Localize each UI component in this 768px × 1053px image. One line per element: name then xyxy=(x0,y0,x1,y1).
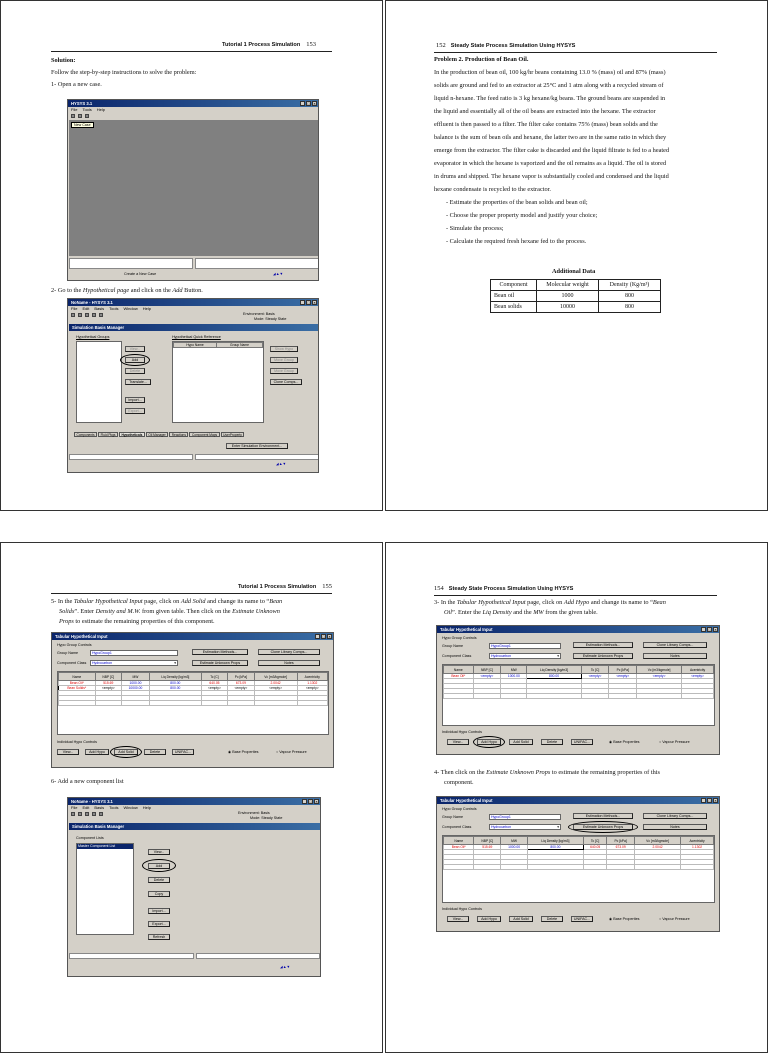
menu-basis[interactable]: Basis xyxy=(94,805,105,810)
individual-controls-label: Individual Hypo Controls xyxy=(442,907,482,911)
enter-simulation-button[interactable]: Enter Simulation Environment... xyxy=(226,443,288,449)
tab-reactions[interactable]: Reactions xyxy=(169,432,188,437)
chevron-down-icon[interactable]: ▾ xyxy=(174,661,176,665)
menu-file[interactable]: File xyxy=(71,107,78,112)
step-1-text: 1- Open a new case. xyxy=(51,81,102,88)
menu-file[interactable]: File xyxy=(71,805,78,810)
base-properties-radio[interactable]: ◉ Base Properties xyxy=(609,917,640,921)
status-pane-left xyxy=(69,454,193,460)
menu-file[interactable]: File xyxy=(71,306,78,311)
solver-arrows-icon[interactable]: ◢▲▼ xyxy=(280,965,291,969)
subwindow-titlebar: Simulation Basis Manager xyxy=(69,324,319,331)
column-icon[interactable] xyxy=(99,313,103,317)
close-icon[interactable]: × xyxy=(328,635,331,639)
table-row: Bean solids 10000 800 xyxy=(491,302,661,313)
notes-button[interactable]: Notes xyxy=(643,653,707,659)
list-item: - Simulate the process; xyxy=(446,225,504,232)
group-name-label: Group Name xyxy=(442,815,464,819)
add-solid-button[interactable]: Add Solid xyxy=(509,916,533,922)
clone-library-button[interactable]: Clone Library Comps... xyxy=(643,642,707,648)
problem-title: Problem 2. Production of Bean Oil. xyxy=(434,56,529,63)
add-hypo-button[interactable]: Add Hypo xyxy=(477,739,501,745)
group-name-label: Group Name xyxy=(57,651,79,655)
add-hypo-button[interactable]: Add Hypo xyxy=(477,916,501,922)
group-name-input[interactable]: HypoGroup1 xyxy=(90,650,178,656)
menu-tools[interactable]: Tools xyxy=(82,107,92,112)
clone-comps-button[interactable]: Clone Comps... xyxy=(270,379,302,385)
highlight-oval xyxy=(110,746,142,758)
component-class-label: Component Class xyxy=(57,661,87,665)
unifac-button[interactable]: UNIFAC... xyxy=(571,739,593,745)
delete-button[interactable]: Delete xyxy=(144,749,166,755)
subwindow-titlebar: Simulation Basis Manager xyxy=(69,823,321,830)
step-6-text: 6- Add a new component list xyxy=(51,778,124,785)
tabular-hypo-input-window: Tabular Hypothetical Input _ □ × Hypo Group Controls Group Name HypoGroup1 Component Class Hydrocarbon ▾ Estimation Methods... Clone Library Comps... Estimate Unknown Props Notes Name NBP [C] MW Liq Density [kg/m3] Tc [C] Pc [kPa] Vc [m3/kgmole] Acentricity Bean Oil* <empty> 1000.00 800.00 <empty> <empty> <empty> <empty> Individual Hypo Controls View... Add Hypo Add Solid Delete UNIFAC... ◉ Base Properties ○ Vapour Pressure xyxy=(436,625,720,755)
highlight-oval xyxy=(568,821,638,833)
estimate-unknown-props-button[interactable]: Estimate Unknown Props xyxy=(573,824,633,830)
table-row[interactable]: Bean Oil* <empty> 1000.00 800.00 <empty> <empty> <empty> <empty> xyxy=(444,674,714,679)
component-lists-label: Component Lists xyxy=(76,836,104,840)
list-item: - Estimate the properties of the bean solids and bean oil; xyxy=(446,199,588,206)
group-name-input[interactable]: HypoGroup1 xyxy=(489,814,561,820)
workspace xyxy=(69,120,319,256)
component-class-select[interactable]: Hydrocarbon ▾ xyxy=(491,825,559,829)
table-header: Molecular weight xyxy=(537,280,599,291)
highlight-oval xyxy=(473,736,505,748)
menu-edit[interactable]: Edit xyxy=(82,306,90,311)
minimize-icon[interactable]: _ xyxy=(301,102,304,106)
menu-help[interactable]: Help xyxy=(96,107,106,112)
minimize-icon[interactable]: _ xyxy=(316,635,319,639)
estimation-methods-button[interactable]: Estimation Methods... xyxy=(573,642,633,648)
base-properties-radio[interactable]: ◉ Base Properties xyxy=(228,750,259,754)
estimation-methods-button[interactable]: Estimation Methods... xyxy=(192,649,248,655)
copy-button[interactable]: Copy xyxy=(148,891,170,897)
delete-button[interactable]: Delete xyxy=(541,916,563,922)
mode-label: Mode: Steady State xyxy=(254,317,287,321)
add-solid-button[interactable]: Add Solid xyxy=(114,749,138,755)
running-header: 152 Steady State Process Simulation Using HYSYS xyxy=(436,42,576,49)
basis-manager-window-2: NoName - HYSYS 3.1 _ □ × File Edit Basis Tools Window Help Environment: Basis Mode: Steady State Simulation Basis Manager Component Lists Master Component List View... Add Delete Copy Import... Export... Refresh ◢▲▼ xyxy=(67,797,321,977)
table-row[interactable]: Bean Solids* <empty> 10000.00 800.00 <empty> <empty> <empty> <empty> xyxy=(59,686,328,691)
status-pane-left xyxy=(69,258,193,269)
menu-tools[interactable]: Tools xyxy=(109,306,119,311)
tab-userproperty[interactable]: UserProperty xyxy=(221,432,245,437)
hypo-groups-label: Hypothetical Groups xyxy=(76,335,110,339)
new-icon[interactable] xyxy=(71,313,75,317)
notes-button[interactable]: Notes xyxy=(258,660,320,666)
base-properties-radio[interactable]: ◉ Base Properties xyxy=(609,740,640,744)
clone-library-button[interactable]: Clone Library Comps... xyxy=(643,813,707,819)
chevron-down-icon[interactable]: ▾ xyxy=(557,654,559,658)
estimate-unknown-props-button[interactable]: Estimate Unknown Props xyxy=(192,660,248,666)
minimize-icon[interactable]: _ xyxy=(702,799,705,803)
quick-ref-label: Hypothetical Quick Reference xyxy=(172,335,221,339)
export-button[interactable]: Export... xyxy=(125,408,145,414)
move-group-button-2[interactable]: Move Group xyxy=(270,368,298,374)
list-item: - Calculate the required fresh hexane fed to the process. xyxy=(446,238,587,245)
individual-controls-label: Individual Hypo Controls xyxy=(442,730,482,734)
table-row[interactable]: Bean Oil* 515.69 1000.00 800.00 640.05 673.09 2.0042 1.1302 xyxy=(59,681,328,686)
menu-help[interactable]: Help xyxy=(142,306,151,311)
component-class-select[interactable]: Hydrocarbon ▾ xyxy=(491,654,559,658)
close-icon[interactable]: × xyxy=(315,800,318,804)
new-case-icon[interactable] xyxy=(71,114,75,118)
add-solid-button[interactable]: Add Solid xyxy=(509,739,533,745)
col-hypo-name: Hypo Name xyxy=(174,343,217,348)
view-button[interactable]: View... xyxy=(148,849,170,855)
group-name-label: Group Name xyxy=(442,644,464,648)
maximize-icon[interactable]: □ xyxy=(307,102,310,106)
delete-button[interactable]: Delete xyxy=(125,368,145,374)
status-pane-right xyxy=(195,258,319,269)
close-icon[interactable]: × xyxy=(313,102,316,106)
vapour-pressure-radio[interactable]: ○ Vapour Pressure xyxy=(659,917,690,921)
add-button[interactable]: Add xyxy=(125,357,145,363)
col-group-name: Group Name xyxy=(216,343,262,348)
estimate-unknown-props-button[interactable]: Estimate Unknown Props xyxy=(573,653,633,659)
vapour-pressure-radio[interactable]: ○ Vapour Pressure xyxy=(276,750,307,754)
tabular-hypo-input-window: Tabular Hypothetical Input _ □ × Hypo Group Controls Group Name HypoGroup1 Component Class Hydrocarbon ▾ Estimation Methods... Clone Library Comps... Estimate Unknown Props Notes Name NBP [C] MW Liq Density [kg/m3] Tc [C] Pc [kPa] Vc [m3/kgmole] Acentricity Bean Oil* 515.69 1000.00 800.00 640.05 673.09 2.0042 1.1302 Bean Solids* <empty> 10000.00 800.00 <empty> <empty> <empty> <empty> Individual Hypo Controls View... Add Hypo Add Solid Delete UNIFAC... ◉ Base Properties ○ Vapour Pressure xyxy=(51,632,334,768)
toolbar xyxy=(68,113,318,119)
new-icon[interactable] xyxy=(71,812,75,816)
intro-text: Follow the step-by-step instructions to solve the problem: xyxy=(51,69,197,76)
hysys-main-window xyxy=(67,99,319,281)
import-button[interactable]: Import... xyxy=(148,908,170,914)
clone-library-button[interactable]: Clone Library Comps... xyxy=(258,649,320,655)
open-icon[interactable] xyxy=(78,812,82,816)
table-header: Component xyxy=(491,280,537,291)
minimize-icon[interactable]: _ xyxy=(301,301,304,305)
open-case-icon[interactable] xyxy=(78,114,82,118)
tab-strip xyxy=(74,432,244,437)
unifac-button[interactable]: UNIFAC... xyxy=(172,749,194,755)
import-button[interactable]: Import... xyxy=(125,397,145,403)
print-icon[interactable] xyxy=(92,313,96,317)
hypo-groups-list[interactable] xyxy=(76,341,122,423)
maximize-icon[interactable]: □ xyxy=(708,628,711,632)
window-titlebar: HYSYS 3.1 _ □ × xyxy=(68,100,318,107)
print-icon[interactable] xyxy=(92,812,96,816)
running-header: Tutorial 1 Process Simulation 153 xyxy=(222,41,316,48)
highlight-oval xyxy=(120,354,150,366)
show-hypo-button[interactable]: Show Hypo xyxy=(270,346,298,352)
group-controls-label: Hypo Group Controls xyxy=(442,636,477,640)
list-item: - Choose the proper property model and justify your choice; xyxy=(446,212,598,219)
unifac-button[interactable]: UNIFAC... xyxy=(571,916,593,922)
save-icon[interactable] xyxy=(85,812,89,816)
maximize-icon[interactable]: □ xyxy=(708,799,711,803)
view-button[interactable]: View... xyxy=(447,739,469,745)
menu-basis[interactable]: Basis xyxy=(94,306,105,311)
environment-label: Environment: Basis xyxy=(238,811,270,815)
status-pane-right xyxy=(196,953,320,959)
individual-controls-label: Individual Hypo Controls xyxy=(57,740,97,744)
group-controls-label: Hypo Group Controls xyxy=(57,643,92,647)
minimize-icon[interactable]: _ xyxy=(702,628,705,632)
notes-button[interactable]: Notes xyxy=(643,824,707,830)
status-pane-right xyxy=(195,454,319,460)
hypo-table[interactable]: Name NBP [C] MW Liq Density [kg/m3] Tc [C] Pc [kPa] Vc [m3/kgmole] Acentricity Bean Oil* 515.69 1000.00 800.00 640.05 673.09 2.0042 1.1302 xyxy=(442,835,715,903)
view-button[interactable]: View... xyxy=(57,749,79,755)
group-name-input[interactable]: HypoGroup1 xyxy=(489,643,561,649)
component-class-label: Component Class xyxy=(442,825,472,829)
component-class-select[interactable]: Hydrocarbon ▾ xyxy=(92,661,176,665)
solution-title: Solution: xyxy=(51,57,76,64)
table-header: Density (Kg/m³) xyxy=(599,280,661,291)
refresh-button[interactable]: Refresh xyxy=(148,934,170,940)
save-icon[interactable] xyxy=(85,114,89,118)
page-152: 152 Steady State Process Simulation Using HYSYS Problem 2. Production of Bean Oil. In the production of bean oil, 100 kg/hr beans containing 13.0 % (mass) oil and 87% (mass) solids are ground and fed to an extractor at 25°C and 1 atm along with a recycled stream of liquid n-hexane. The feed ratio is 3 kg hexane/kg beans. The ground beans are suspended in the liquid and essentially all of the oil beans are extracted into the hexane. The extractor effluent is then passed to a filter. The filter cake contains 75% (mass) bean solids and the balance is the sum of bean oils and hexane, the latter two are in the same ratio in which they emerge from the extractor. The filter cake is discarded and the liquid filtrate is fed to a heated evaporator in which the hexane is vaporized and the oil remains as a liquid. The oil is stored in drums and shipped. The hexane vapor is substantially cooled and condensed and the liquid hexane condensate is recycled to the extractor. - Estimate the properties of the bean solids and bean oil; - Choose the proper property model and justify your choice; - Simulate the process; - Calculate the required fresh hexane fed to the process. Additional Data Component Molecular weight Density (Kg/m³) Bean oil 1000 800 Bean solids 10000 800 xyxy=(385,0,768,511)
export-button[interactable]: Export... xyxy=(148,921,170,927)
add-button[interactable]: Add xyxy=(148,863,170,869)
menu-tools[interactable]: Tools xyxy=(109,805,119,810)
close-icon[interactable]: × xyxy=(313,301,316,305)
close-icon[interactable]: × xyxy=(714,799,717,803)
tab-components[interactable]: Components xyxy=(74,432,97,437)
maximize-icon[interactable]: □ xyxy=(322,635,325,639)
tab-oil-manager[interactable]: Oil Manager xyxy=(146,432,168,437)
save-icon[interactable] xyxy=(85,313,89,317)
delete-button[interactable]: Delete xyxy=(541,739,563,745)
tab-hypotheticals[interactable]: Hypotheticals xyxy=(119,432,145,437)
additional-data-table xyxy=(490,279,661,313)
running-header: 154 Steady State Process Simulation Using HYSYS xyxy=(434,585,574,592)
view-button[interactable]: View... xyxy=(125,346,145,352)
running-header: Tutorial 1 Process Simulation 155 xyxy=(238,583,332,590)
hypo-table[interactable]: Name NBP [C] MW Liq Density [kg/m3] Tc [C] Pc [kPa] Vc [m3/kgmole] Acentricity Bean Oil* <empty> 1000.00 800.00 <empty> <empty> <empty> <empty> xyxy=(442,664,715,726)
close-icon[interactable]: × xyxy=(714,628,717,632)
tab-fluid-pkgs[interactable]: Fluid Pkgs xyxy=(98,432,118,437)
menu-window[interactable]: Window xyxy=(123,805,138,810)
group-controls-label: Hypo Group Controls xyxy=(442,807,477,811)
page-155: Tutorial 1 Process Simulation 155 5- In the Tabular Hypothetical Input page, click on Add Solid and change its name to “Bean Solids”. Enter Density and M.W. from given table. Then click on the Estimate Unknown Props to estimate the remaining properties of this component. Tabular Hypothetical Input _ □ × Hypo Group Controls Group Name HypoGroup1 Component Class Hydrocarbon ▾ Estimation Methods... Clone Library Comps... Estimate Unknown Props Notes Name NBP [C] MW Liq Density [kg/m3] Tc [C] Pc [kPa] Vc [m3/kgmole] Acentricity Bean Oil* 515.69 1000.00 800.00 640.05 673.09 2.0042 1.1302 Bean Solids* <empty> 10000.00 800.00 <empty> <empty> <empty> <empty> Individual Hypo Controls View... Add Hypo Add Solid Delete UNIFAC... ◉ Base Properties ○ Vapour Pressure 6- Add a new component list NoName - HYSYS 3.1 _ □ × File Edit Basis Tools Window Help Environment: Basis Mode: Steady State Simulation Basis Manager Component Lists Master Component List View... Add Delete Copy Import... Export... Refresh ◢▲▼ xyxy=(0,542,383,1053)
menu-help[interactable]: Help xyxy=(142,805,151,810)
environment-label: Environment: Basis xyxy=(243,312,275,316)
move-group-button[interactable]: Move Group xyxy=(270,357,298,363)
maximize-icon[interactable]: □ xyxy=(307,301,310,305)
minimize-icon[interactable]: _ xyxy=(303,800,306,804)
chevron-down-icon[interactable]: ▾ xyxy=(557,825,559,829)
tabular-hypo-input-window-estimated: Tabular Hypothetical Input _ □ × Hypo Group Controls Group Name HypoGroup1 Component Class Hydrocarbon ▾ Estimation Methods... Clone Library Comps... Estimate Unknown Props Notes Name NBP [C] MW Liq Density [kg/m3] Tc [C] Pc [kPa] Vc [m3/kgmole] Acentricity Bean Oil* 515.69 1000.00 800.00 640.05 673.09 2.0042 1.1302 Individual Hypo Controls View... Add Hypo Add Solid Delete UNIFAC... ◉ Base Properties ○ Vapour Pressure xyxy=(436,796,720,932)
add-hypo-button[interactable]: Add Hypo xyxy=(85,749,109,755)
solver-arrows-icon[interactable]: ◢▲▼ xyxy=(276,462,287,466)
quick-ref-grid[interactable] xyxy=(172,341,264,423)
component-class-label: Component Class xyxy=(442,654,472,658)
menu-window[interactable]: Window xyxy=(123,306,138,311)
status-text: Create a New Case xyxy=(124,272,157,276)
table-row: Bean oil 1000 800 xyxy=(491,291,661,302)
view-button[interactable]: View... xyxy=(447,916,469,922)
status-pane-left xyxy=(69,953,194,959)
list-item[interactable]: Master Component List xyxy=(77,844,133,849)
table-title: Additional Data xyxy=(552,268,596,275)
component-lists-box[interactable] xyxy=(76,843,134,935)
column-icon[interactable] xyxy=(99,812,103,816)
step-2-text: 2- Go to the Hypothetical page and click on the Add Button. xyxy=(51,287,203,294)
maximize-icon[interactable]: □ xyxy=(309,800,312,804)
delete-button[interactable]: Delete xyxy=(148,877,170,883)
hypo-table[interactable]: Name NBP [C] MW Liq Density [kg/m3] Tc [C] Pc [kPa] Vc [m3/kgmole] Acentricity Bean Oil* 515.69 1000.00 800.00 640.05 673.09 2.0042 1.1302 Bean Solids* <empty> 10000.00 800.00 <empty> <empty> <empty> <empty> xyxy=(57,671,329,735)
basis-manager-window: NoName - HYSYS 3.1 _ □ × File Edit Basis Tools Window Help Environment: Basis Mode: Steady State Simulation Basis Manager Hypothetical Groups View... Add Delete Translate... Import... Export... Hypothetical Quick Reference Hypo Name Group Name Show Hypo Move Group Move Group Clone Comps... Components Fluid Pkgs Hypotheticals Oil Manager Reactions Component Maps UserProperty Enter Simulation Environment... ◢▲▼ xyxy=(67,298,319,473)
mode-label: Mode: Steady State xyxy=(250,816,283,820)
open-icon[interactable] xyxy=(78,313,82,317)
highlight-oval xyxy=(142,859,176,872)
vapour-pressure-radio[interactable]: ○ Vapour Pressure xyxy=(659,740,690,744)
page-154: 154 Steady State Process Simulation Using HYSYS 3- In the Tabular Hypothetical Input page, click on Add Hypo and change its name to “Bean Oil”. Enter the Liq Density and the MW from the given table. Tabular Hypothetical Input _ □ × Hypo Group Controls Group Name HypoGroup1 Component Class Hydrocarbon ▾ Estimation Methods... Clone Library Comps... Estimate Unknown Props Notes Name NBP [C] MW Liq Density [kg/m3] Tc [C] Pc [kPa] Vc [m3/kgmole] Acentricity Bean Oil* <empty> 1000.00 800.00 <empty> <empty> <empty> <empty> Individual Hypo Controls View... Add Hypo Add Solid Delete UNIFAC... ◉ Base Properties ○ Vapour Pressure 4- Then click on the Estimate Unknown Props to estimate the remaining properties of this component. Tabular Hypothetical Input _ □ × Hypo Group Controls Group Name HypoGroup1 Component Class Hydrocarbon ▾ Estimation Methods... Clone Library Comps... Estimate Unknown Props Notes Name NBP [C] MW Liq Density [kg/m3] Tc [C] Pc [kPa] Vc [m3/kgmole] Acentricity Bean Oil* 515.69 1000.00 800.00 640.05 673.09 2.0042 1.1302 Individual Hypo Controls View... Add Hypo Add Solid Delete UNIFAC... ◉ Base Properties ○ Vapour Pressure xyxy=(385,542,768,1053)
new-case-tooltip: New Case xyxy=(71,122,94,128)
solver-arrows-icon[interactable]: ◢▲▼ xyxy=(273,272,284,276)
tab-component-maps[interactable]: Component Maps xyxy=(189,432,219,437)
menu-edit[interactable]: Edit xyxy=(82,805,90,810)
translate-button[interactable]: Translate... xyxy=(125,379,151,385)
estimation-methods-button[interactable]: Estimation Methods... xyxy=(573,813,633,819)
table-row[interactable]: Bean Oil* 515.69 1000.00 800.00 640.05 673.09 2.0042 1.1302 xyxy=(444,845,714,850)
page-153 xyxy=(0,0,383,511)
